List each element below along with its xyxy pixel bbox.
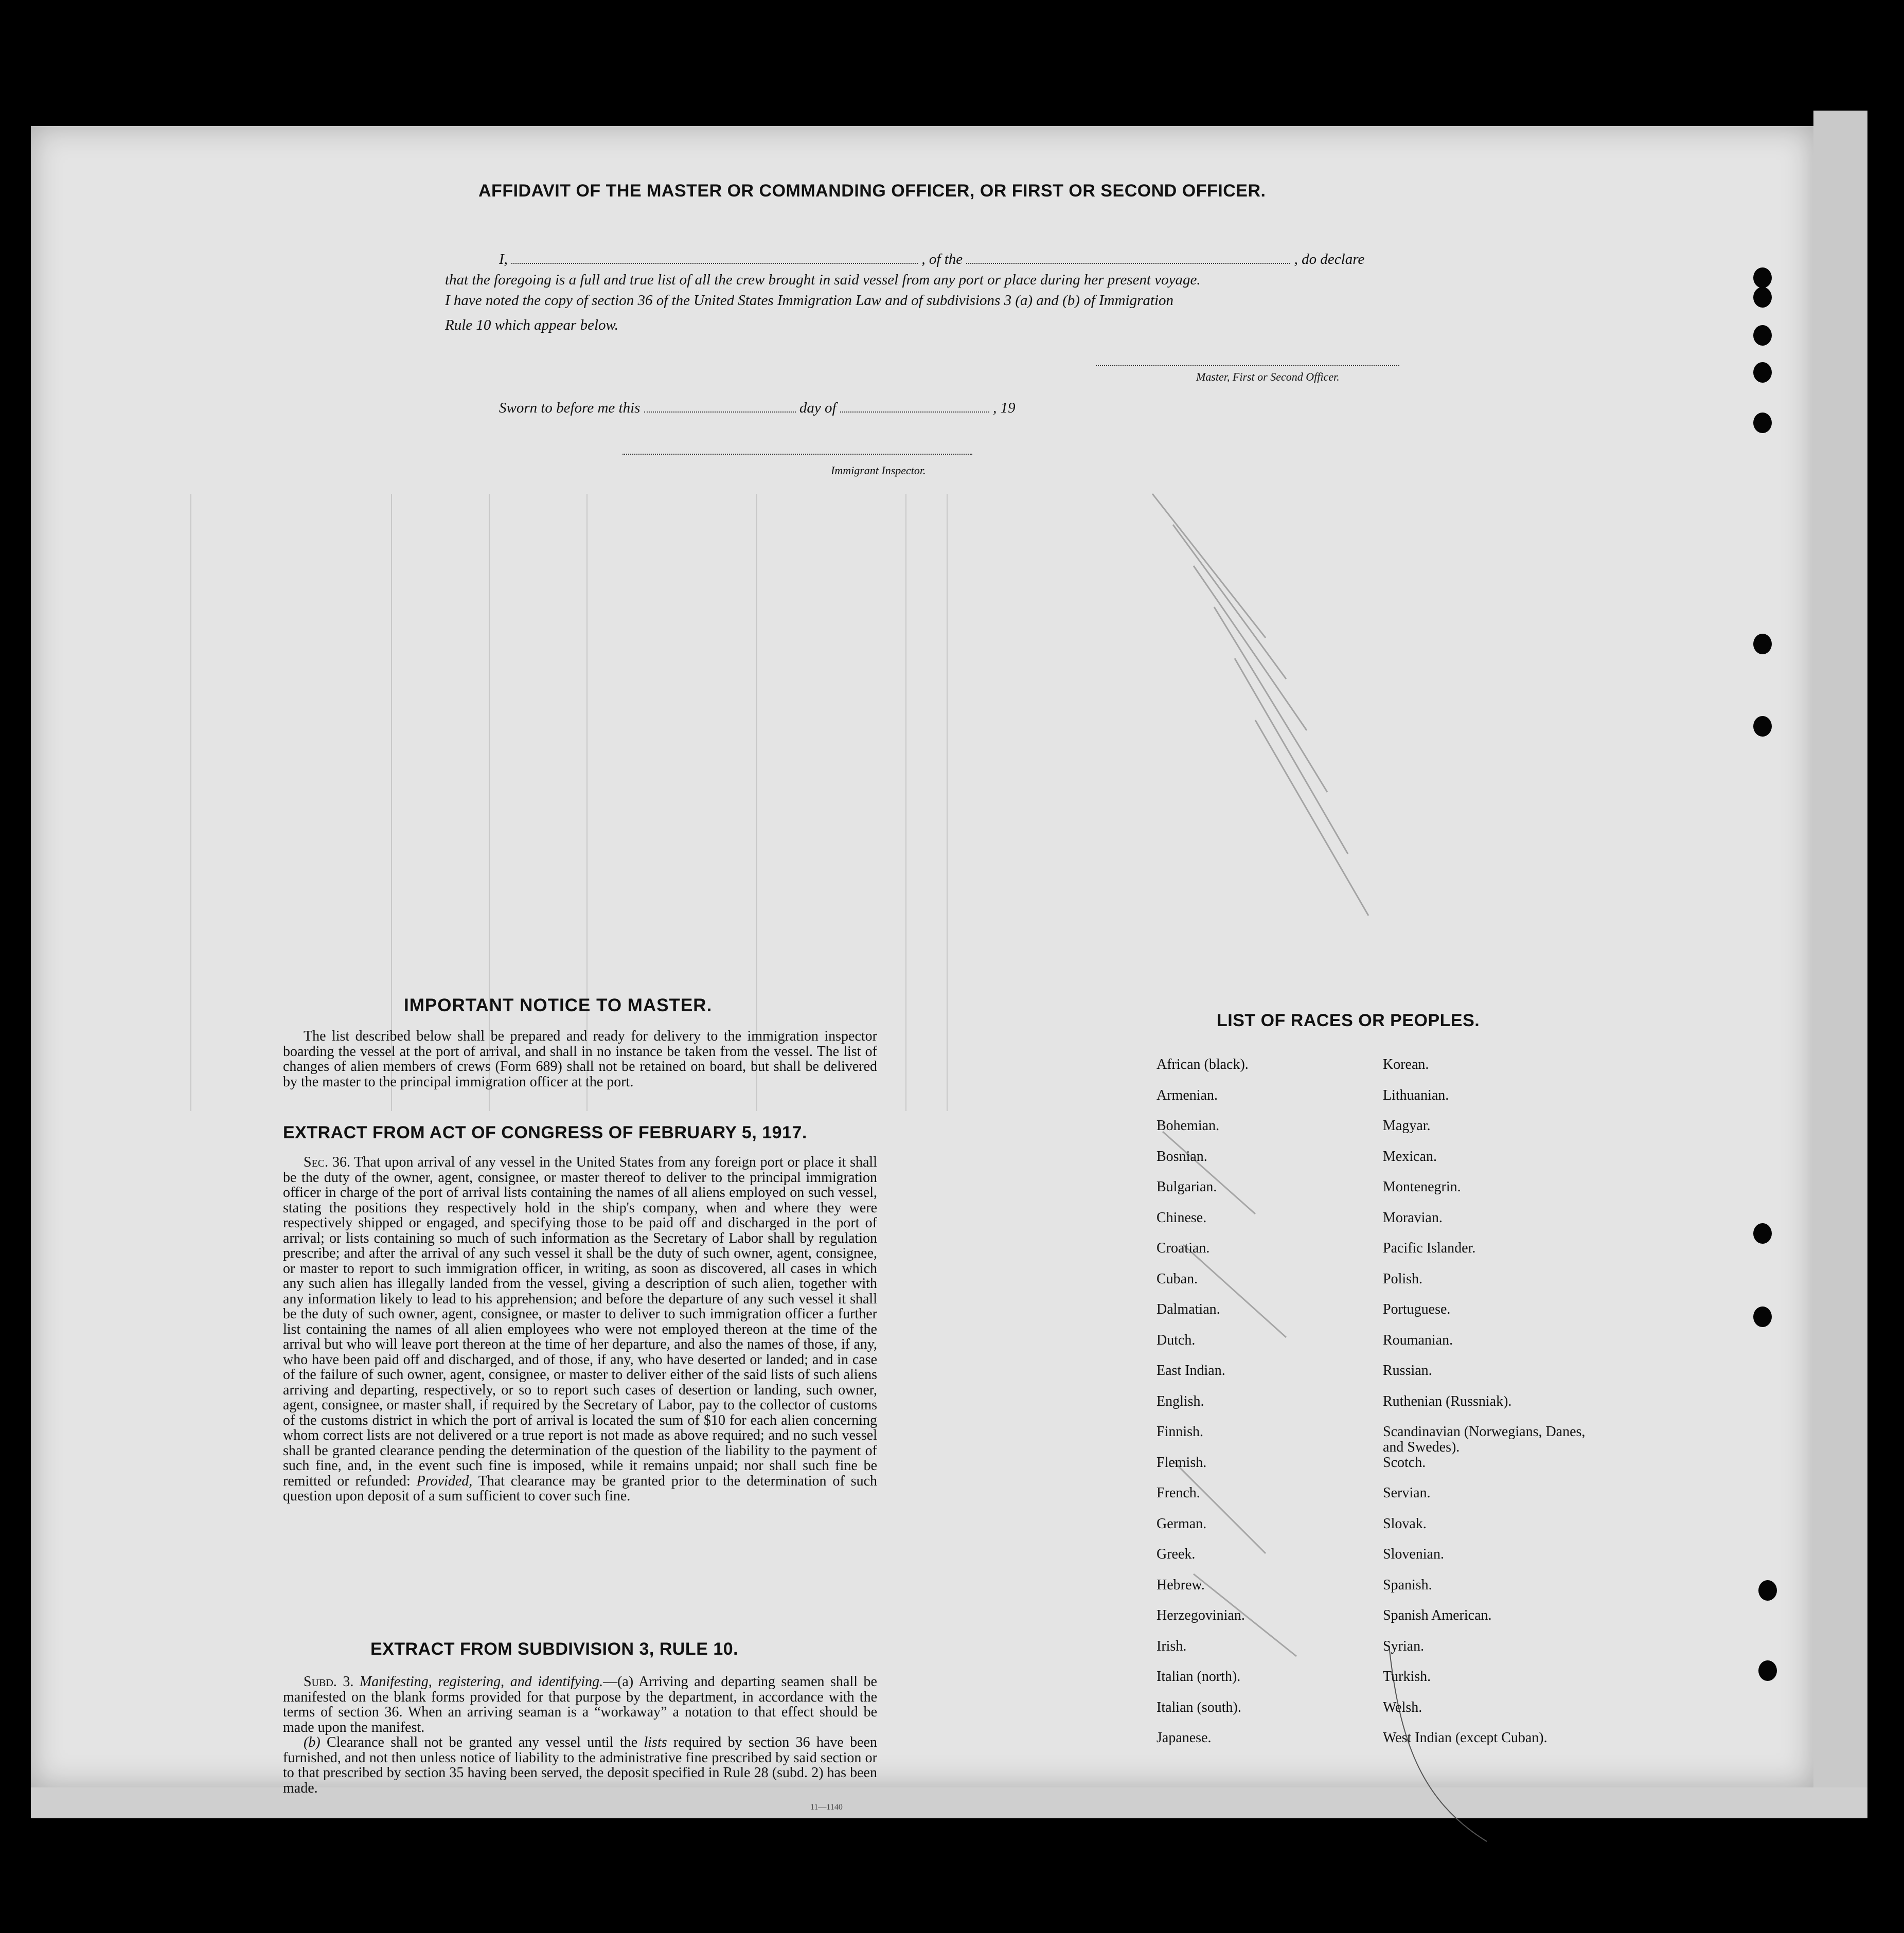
affidavit-do-declare: , do declare xyxy=(1294,251,1365,267)
race-item: French. xyxy=(1156,1485,1200,1501)
affidavit-line-4: Rule 10 which appear below. xyxy=(445,317,618,333)
affidavit-i: I, xyxy=(499,251,508,267)
race-item: African (black). xyxy=(1156,1057,1249,1072)
punch-hole xyxy=(1753,287,1772,308)
punch-hole xyxy=(1753,267,1772,288)
race-item: West Indian (except Cuban). xyxy=(1383,1730,1547,1746)
race-item: Armenian. xyxy=(1156,1087,1218,1103)
affidavit-line-3: I have noted the copy of section 36 of the United States Immigration Law and of subdivisions 3 (a) and (b) of Immigration xyxy=(445,292,1174,309)
inspector-label: Immigrant Inspector. xyxy=(831,464,926,477)
sworn-year: , 19 xyxy=(993,400,1016,416)
subd-label: Subd. 3. xyxy=(304,1674,354,1690)
race-item: Roumanian. xyxy=(1383,1332,1453,1348)
race-item: Flemish. xyxy=(1156,1454,1207,1471)
sec-label: Sec. 36. xyxy=(304,1154,350,1170)
notice-text: The list described below shall be prepared and ready for delivery to the immigration inspector boarding the vessel at the port of arrival, and shall in no instance be taken from the vessel. The list of changes of alien members of crews (Form 689) shall not be retained on board, but shall be delivered by the master to the principal immigration officer at the port. xyxy=(283,1028,877,1090)
punch-hole xyxy=(1753,716,1772,737)
race-item: Bosnian. xyxy=(1156,1148,1207,1165)
vessel-blank[interactable] xyxy=(966,262,1290,264)
form-number: 11—1140 xyxy=(810,1803,843,1812)
race-item: Turkish. xyxy=(1383,1669,1431,1685)
race-item: Scandinavian (Norwegians, Danes, and Swedes). xyxy=(1383,1424,1586,1455)
race-item: Servian. xyxy=(1383,1485,1431,1501)
race-item: Spanish American. xyxy=(1383,1607,1492,1623)
sworn-day-blank[interactable] xyxy=(644,411,796,413)
race-item: German. xyxy=(1156,1515,1207,1532)
master-label: Master, First or Second Officer. xyxy=(1196,370,1340,383)
subd-text: —(a) Arriving and departing seamen shall be manifested on the blank forms provided for that purpose by the department, in accordance with the terms of section 36. When an arriving seaman is a “workaway” a notation to that effect should be made upon the manifest. xyxy=(283,1674,877,1735)
races-title: LIST OF RACES OR PEOPLES. xyxy=(1217,1011,1480,1030)
race-item: Portuguese. xyxy=(1383,1301,1451,1317)
race-item: East Indian. xyxy=(1156,1363,1225,1379)
race-item: Russian. xyxy=(1383,1363,1432,1379)
race-item: Ruthenian (Russniak). xyxy=(1383,1393,1512,1409)
race-item: Moravian. xyxy=(1383,1209,1443,1226)
race-item: Herzegovinian. xyxy=(1156,1607,1245,1623)
race-item: Chinese. xyxy=(1156,1209,1207,1226)
affidavit-title: AFFIDAVIT OF THE MASTER OR COMMANDING OFFICER, OR FIRST OR SECOND OFFICER. xyxy=(478,181,1266,201)
race-item: Greek. xyxy=(1156,1546,1196,1562)
b-text-2: required by section 36 have been furnished, and not then unless notice of liability to the administrative fine prescribed by said section or to that prescribed by section 35 having been served, the deposit specified in Rule 28 (subd. 2) has been made. xyxy=(283,1734,878,1796)
race-item: Finnish. xyxy=(1156,1424,1204,1440)
extract-act-title: EXTRACT FROM ACT OF CONGRESS OF FEBRUARY 5, 1917. xyxy=(283,1123,807,1142)
proviso-text: That clearance may be granted prior to the determination of such question upon deposit of a sum sufficient to cover such fine. xyxy=(283,1473,878,1504)
race-item: Spanish. xyxy=(1383,1577,1432,1593)
page-edge xyxy=(1813,111,1867,1787)
race-item: English. xyxy=(1156,1393,1204,1409)
race-item: Welsh. xyxy=(1383,1699,1422,1715)
punch-hole xyxy=(1753,362,1772,383)
race-item: Lithuanian. xyxy=(1383,1087,1449,1103)
race-item: Irish. xyxy=(1156,1638,1187,1654)
race-item: Mexican. xyxy=(1383,1148,1437,1165)
race-item: Scotch. xyxy=(1383,1454,1426,1471)
race-item: Bulgarian. xyxy=(1156,1179,1217,1195)
inspector-signature-line[interactable] xyxy=(622,454,972,455)
proviso-label: Provided, xyxy=(416,1473,473,1489)
race-item: Montenegrin. xyxy=(1383,1179,1461,1195)
affidavit-line-1 xyxy=(499,251,1364,268)
sworn-day-of: day of xyxy=(799,400,837,416)
race-item: Polish. xyxy=(1383,1270,1423,1287)
race-item: Slovak. xyxy=(1383,1515,1427,1532)
sworn-text: Sworn to before me this xyxy=(499,400,640,416)
notice-title: IMPORTANT NOTICE TO MASTER. xyxy=(404,995,713,1015)
b-lists: lists xyxy=(644,1734,667,1750)
punch-hole xyxy=(1758,1580,1777,1601)
race-item: Croatian. xyxy=(1156,1240,1210,1256)
punch-hole xyxy=(1753,1223,1772,1244)
race-item: Japanese. xyxy=(1156,1730,1212,1746)
race-item: Dalmatian. xyxy=(1156,1301,1220,1317)
punch-hole xyxy=(1753,413,1772,433)
notice-paragraph xyxy=(283,1029,877,1089)
name-blank[interactable] xyxy=(511,262,918,264)
extract-act-paragraph xyxy=(283,1155,877,1504)
punch-hole xyxy=(1753,1306,1772,1327)
races-right-column xyxy=(1383,1057,1609,1761)
extract-rule-paragraph xyxy=(283,1674,877,1796)
race-item: Korean. xyxy=(1383,1057,1429,1072)
race-item: Italian (south). xyxy=(1156,1699,1241,1715)
affidavit-of-the: , of the xyxy=(921,251,963,267)
race-item: Magyar. xyxy=(1383,1118,1431,1134)
punch-hole xyxy=(1753,634,1772,654)
subd-heading: Manifesting, registering, and identifying. xyxy=(359,1674,603,1690)
sec-36-text: That upon arrival of any vessel in the United States from any foreign port or place it shall be the duty of the owner, agent, consignee, or master thereof to deliver to the principal immigration officer in charge of the port of arrival lists containing the names of all aliens employed on such vessel, stating the positions they respectively hold in the ship's company, when and where they were respectively shipped or engaged, and specifying those to be paid off and discharged in the port of arrival; or lists containing so much of such information as the Secretary of Labor shall by regulation prescribe; and after the arrival of any such vessel it shall be the duty of such owner, agent, consignee, or master to report to such immigration officer, in writing, as soon as discovered, all cases in which any such alien has illegally landed from the vessel, giving a description of such alien, together with any information likely to lead to his apprehension; and before the departure of any such vessel it shall be the duty of such owner, agent, consignee, or master to deliver to such immigration officer a further list containing the names of all alien employees who were not employed thereon at the time of the arrival but who will leave port thereon at the time of her departure, and also the names of those, if any, who have been paid off and discharged, and of those, if any, who have deserted or landed; and in case of the failure of such owner, agent, consignee, or master to deliver either of the said lists of such aliens arriving and departing, respectively, or so to report such cases of desertion or landing, such owner, agent, consignee, or master shall, if required by the Secretary of Labor, pay to the collector of customs of the customs district in which the port of arrival is located the sum of $10 for each alien concerning whom correct lists are not delivered or a true report is not made as above required; and no such vessel shall be granted clearance pending the determination of the question of the liability to the payment of such fine, and, in the event such fine is imposed, while it remains unpaid; nor shall such fine be remitted or refunded: xyxy=(283,1154,877,1489)
extract-rule-title: EXTRACT FROM SUBDIVISION 3, RULE 10. xyxy=(370,1639,739,1659)
race-item: Slovenian. xyxy=(1383,1546,1444,1562)
race-item: Syrian. xyxy=(1383,1638,1425,1654)
race-item: Bohemian. xyxy=(1156,1118,1220,1134)
master-signature-line[interactable] xyxy=(1096,365,1399,366)
races-left-column xyxy=(1156,1057,1249,1761)
sworn-line xyxy=(499,400,1016,417)
race-item: Pacific Islander. xyxy=(1383,1240,1476,1256)
punch-hole xyxy=(1753,325,1772,346)
race-item: Hebrew. xyxy=(1156,1577,1205,1593)
sworn-month-blank[interactable] xyxy=(840,411,989,413)
race-item: Dutch. xyxy=(1156,1332,1196,1348)
punch-hole xyxy=(1758,1660,1777,1681)
race-item: Cuban. xyxy=(1156,1270,1198,1287)
b-label: (b) xyxy=(304,1734,321,1750)
b-text-1: Clearance shall not be granted any vessel until the xyxy=(327,1734,638,1750)
race-item: Italian (north). xyxy=(1156,1669,1241,1685)
affidavit-line-2: that the foregoing is a full and true list of all the crew brought in said vessel from any port or place during her present voyage. xyxy=(445,272,1201,288)
